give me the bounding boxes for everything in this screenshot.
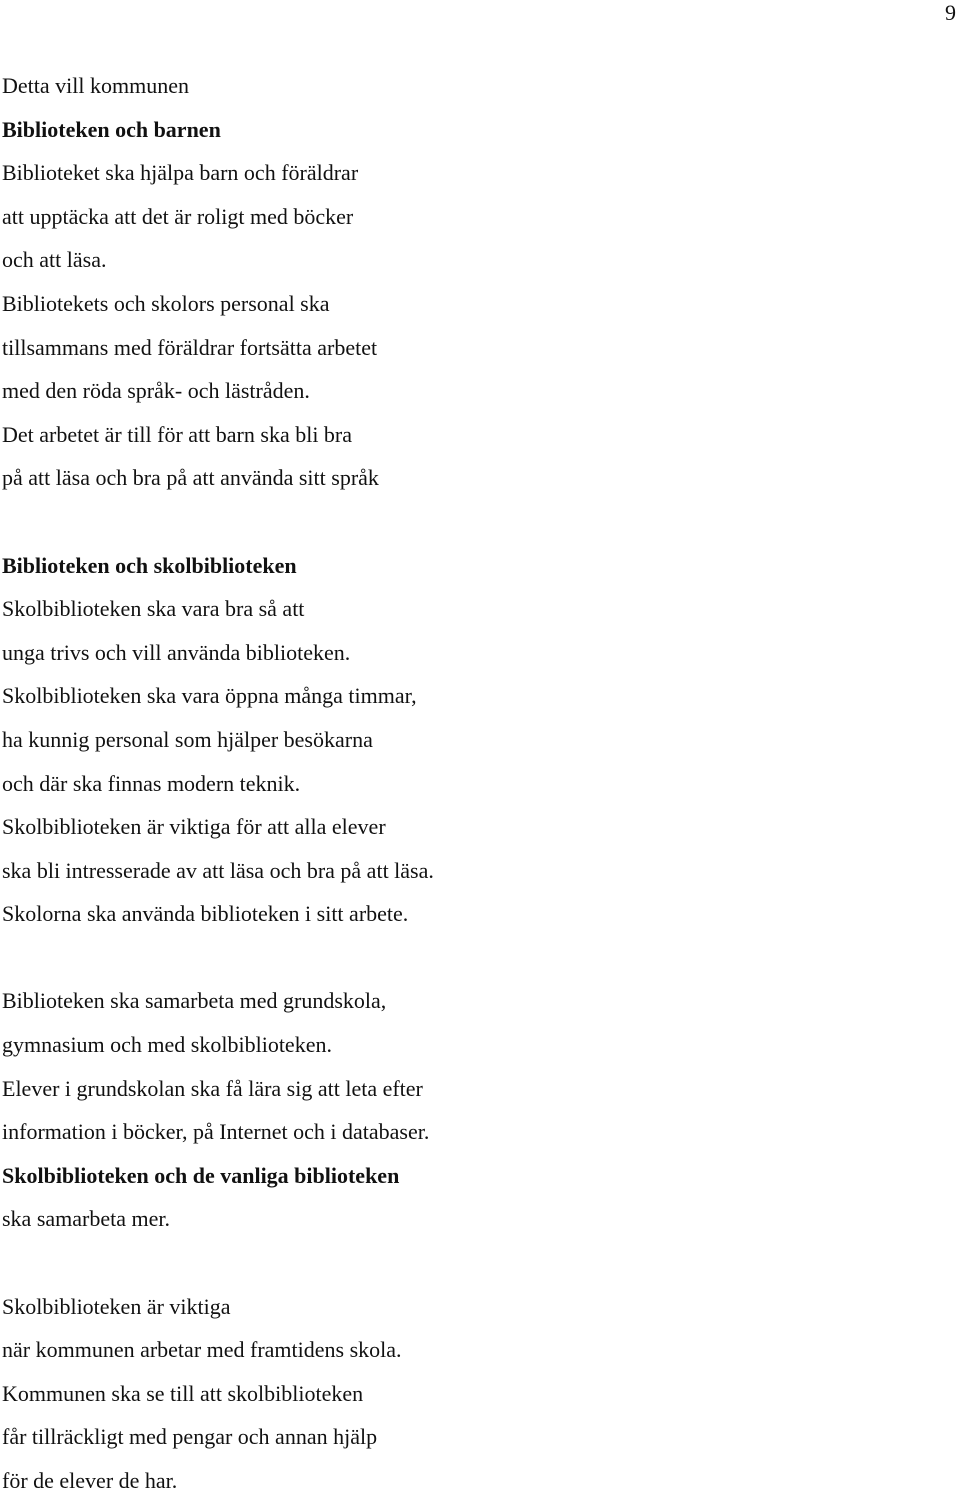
text-line: och att läsa.	[2, 247, 107, 273]
paragraph-spacer	[2, 506, 942, 550]
text-line: Skolorna ska använda biblioteken i sitt arbete.	[2, 901, 409, 927]
text-line: och där ska finnas modern teknik.	[2, 770, 301, 796]
text-line: Elever i grundskolan ska få lära sig att leta efter	[2, 1075, 423, 1101]
text-line: ha kunnig personal som hjälper besökarna	[2, 726, 373, 752]
text-line: ska samarbeta mer.	[2, 1206, 170, 1232]
text-line: för de elever de har.	[2, 1468, 178, 1493]
text-line: får tillräckligt med pengar och annan hjälp	[2, 1424, 378, 1450]
text-line: när kommunen arbetar med framtidens skola.	[2, 1337, 402, 1363]
section-heading: Skolbiblioteken och de vanliga biblioteken	[2, 1162, 400, 1188]
section-heading: Biblioteken och skolbiblioteken	[2, 552, 297, 578]
text-line: Biblioteken ska samarbeta med grundskola,	[2, 988, 387, 1014]
text-line: Kommunen ska se till att skolbiblioteken	[2, 1380, 364, 1406]
text-line: Biblioteket ska hjälpa barn och föräldrar	[2, 160, 359, 186]
paragraph-spacer	[2, 1247, 942, 1291]
text-line: Skolbiblioteken är viktiga	[2, 1293, 231, 1319]
page-number: 9	[945, 0, 956, 25]
text-line: Skolbiblioteken ska vara bra så att	[2, 596, 305, 622]
text-line: unga trivs och vill använda biblioteken.	[2, 639, 351, 665]
text-line: Bibliotekets och skolors personal ska	[2, 290, 330, 316]
text-line: med den röda språk- och lästråden.	[2, 378, 310, 404]
paragraph-spacer	[2, 942, 942, 986]
text-line: Skolbiblioteken är viktiga för att alla elever	[2, 814, 386, 840]
document-body	[2, 70, 942, 1509]
text-line: tillsammans med föräldrar fortsätta arbetet	[2, 334, 378, 360]
text-line: Det arbetet är till för att barn ska bli bra	[2, 421, 353, 447]
text-line: Detta vill kommunen	[2, 73, 189, 98]
text-line: information i böcker, på Internet och i databaser.	[2, 1119, 430, 1145]
text-line: på att läsa och bra på att använda sitt språk	[2, 465, 379, 491]
text-line: att upptäcka att det är roligt med böcker	[2, 203, 354, 229]
text-line: Skolbiblioteken ska vara öppna många timmar,	[2, 683, 417, 709]
text-line: ska bli intresserade av att läsa och bra på att läsa.	[2, 857, 434, 883]
text-line: gymnasium och med skolbiblioteken.	[2, 1032, 332, 1058]
section-heading: Biblioteken och barnen	[2, 116, 221, 142]
